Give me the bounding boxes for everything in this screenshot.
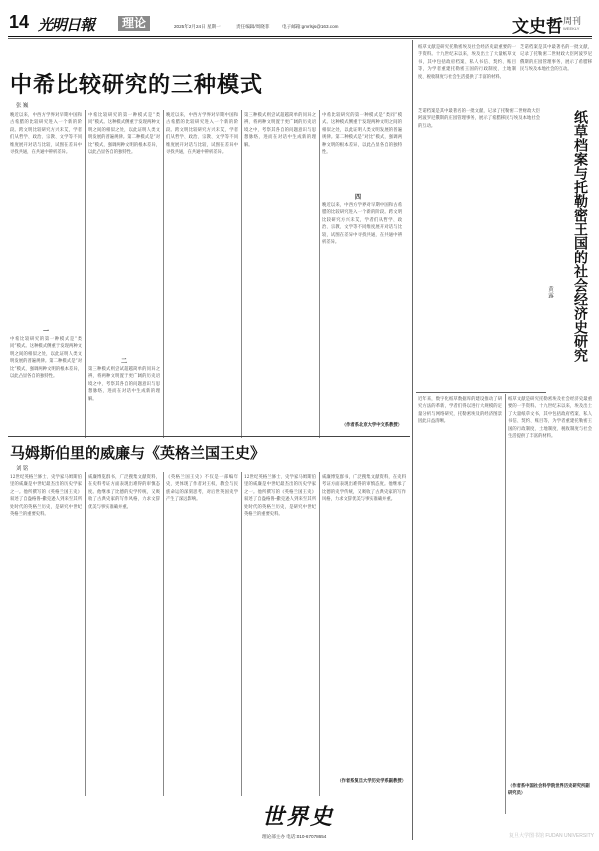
article-body-col1b: 中希比较研究的第一种模式是“类同”模式。这种模式侧重于发现两种文明之间的相似之处，以此证明人类文明发展的普遍规律。第二种模式是“对比”模式，强调两种文明的根本差异，以此凸显各自的独特性。 [10,337,82,380]
library-watermark: 复旦大学图书馆 FUDAN UNIVERSITY [508,833,594,839]
article-body-col1: 芝诺档案是其中最著名的一批文献，记录了托勒密二世财政大臣阿波罗尼俄斯的庄园管理事务，展示了希腊移民与埃及本地社会的互动。 [418,109,540,129]
article-title: 中希比较研究的三种模式 [10,72,264,97]
article-body-col3: 纸草文献是研究托勒密埃及社会经济史最重要的一手资料。十九世纪末以来，埃及出土了大量纸草文书，其中包括政府档案、私人书信、契约、账目等，为学者重建托勒密王国的行政制度、土地制度、税收制度与社会生活提供了丰富的材料。 [508,397,592,440]
article-body-col1: 晚近以来，中西方学界对早期中国和古希腊的比较研究进入一个新的阶段。跨文明比较研究方兴未艾，学者们从哲学、政治、宗教、文学等不同维度展开对话与比较，试图在差异中寻找共通，在共通中辨析差异。 [10,113,82,156]
article-body-col5: 威廉博览群书，广泛搜集文献资料，在史料考证方面表现出难得的审慎态度。他继承了比德的史学传统，又吸收了古典史家的写作风格，力求文辞优美与事实准确并重。 [322,475,406,503]
footer-logo: 世界史 [262,804,335,829]
article-author: 黄 露 [547,286,553,299]
article-william [8,440,410,840]
article-author: 刘 铭 [16,466,29,472]
article-body-col4: 12世纪英格兰修士、史学家马姆斯伯里的威廉是中世纪最杰出的历史学家之一。他所撰写的《英格兰国王史》叙述了自盎格鲁-撒克逊人到来至其所处时代的英格兰历史，是研究中世纪英格兰的重要史料。 [244,475,316,518]
column-divider [412,40,413,840]
column-name: 文史哲 [512,17,563,36]
newspaper-logo: 光明日報 [38,18,95,34]
article-body-col3: 《英格兰国王史》不仅是一部编年史，更体现了作者对王权、教会与民族命运的深刻思考，对后世英国史学产生了深远影响。 [166,475,238,503]
article-body-col2: 中希比较研究的第一种模式是“类同”模式。这种模式侧重于发现两种文明之间的相似之处，以此证明人类文明发展的普遍规律。第二种模式是“对比”模式，强调两种文明的根本差异，以此凸显各自的独特性。 [88,113,160,156]
article-title: 马姆斯伯里的威廉与《英格兰国王史》 [10,446,266,462]
header-rule [8,36,592,37]
subhead: 一 [42,328,49,335]
article-body-col5: 中希比较研究的第一种模式是“类同”模式。这种模式侧重于发现两种文明之间的相似之处，以此证明人类文明发展的普遍规律。第二种模式是“对比”模式，强调两种文明的根本差异，以此凸显各自的独特性。 [322,113,402,156]
subhead: 二 [120,358,127,365]
article-body-col5b: 晚近以来，中西方学界对早期中国和古希腊的比较研究进入一个新的阶段。跨文明比较研究方兴未艾，学者们从哲学、政治、宗教、文学等不同维度展开对话与比较，试图在差异中寻找共通，在共通中辨析差异。 [322,203,402,246]
editor-line: 责任编辑/周晓菲 [236,24,270,29]
article-title: 纸草档案与托勒密王国的社会经济史研究 [572,110,587,362]
page-number: 14 [9,12,30,32]
section-label: 理论 [118,16,150,31]
article-zhongxi [8,44,408,440]
email-line: 电子邮箱:gmrlsjs@163.com [282,24,339,29]
article-author: 张 巍 [16,103,29,109]
date-line: 2025年2月24日 星期一 [174,24,221,29]
article-body-top: 纸草文献是研究托勒密埃及社会经济史最重要的一手资料。十九世纪末以来，埃及出土了大量纸草文书，其中包括政府档案、私人书信、契约、账目等，为学者重建托勒密王国的行政制度、土地制度、税收制度与社会生活提供了丰富的材料。 [418,45,516,80]
column-type: 周刊 [563,16,582,26]
footer-contact: 理论部主办 电话:010-67078654 [262,834,327,839]
article-papyrus [416,40,594,845]
column-en: WEEKLY [563,26,580,31]
article-body-top2: 芝诺档案是其中最著名的一批文献，记录了托勒密二世财政大臣阿波罗尼俄斯的庄园管理事务，展示了希腊移民与埃及本地社会的互动。 [520,45,592,73]
article-body-col2: 威廉博览群书，广泛搜集文献资料，在史料考证方面表现出难得的审慎态度。他继承了比德的史学传统，又吸收了古典史家的写作风格，力求文辞优美与事实准确并重。 [88,475,160,510]
header-rule-thin [8,38,592,39]
article-footnote: （作者系北京大学中文系教授） [341,422,402,427]
article-body-col2b: 第三种模式则尝试超越简单的同异之辨，将两种文明置于更广阔的历史语境之中，考察其各自的问题意识与思想脉络，进而在对话中生成新的理解。 [88,367,160,402]
subhead: 四 [354,194,361,201]
article-body-col3: 晚近以来，中西方学界对早期中国和古希腊的比较研究进入一个新的阶段。跨文明比较研究方兴未艾，学者们从哲学、政治、宗教、文学等不同维度展开对话与比较，试图在差异中寻找共通，在共通中辨析差异。 [166,113,238,156]
article-body-col4: 第三种模式则尝试超越简单的同异之辨，将两种文明置于更广阔的历史语境之中，考察其各自的问题意识与思想脉络，进而在对话中生成新的理解。 [244,113,316,148]
article-footnote: （作者系中国社会科学院世界历史研究所副研究员） [508,783,590,795]
article-body-col1: 12世纪英格兰修士、史学家马姆斯伯里的威廉是中世纪最杰出的历史学家之一。他所撰写的《英格兰国王史》叙述了自盎格鲁-撒克逊人到来至其所处时代的英格兰历史，是研究中世纪英格兰的重要史料。 [10,475,82,518]
article-body-col2: 近年来，数字化纸草数据库的建设推动了研究方法的革新，学者们得以进行大规模的定量分析与网络研究，托勒密埃及的经济图景因此日益清晰。 [418,397,502,425]
article-footnote: （作者系复旦大学历史学系副教授） [337,778,406,783]
article-divider [8,436,410,437]
